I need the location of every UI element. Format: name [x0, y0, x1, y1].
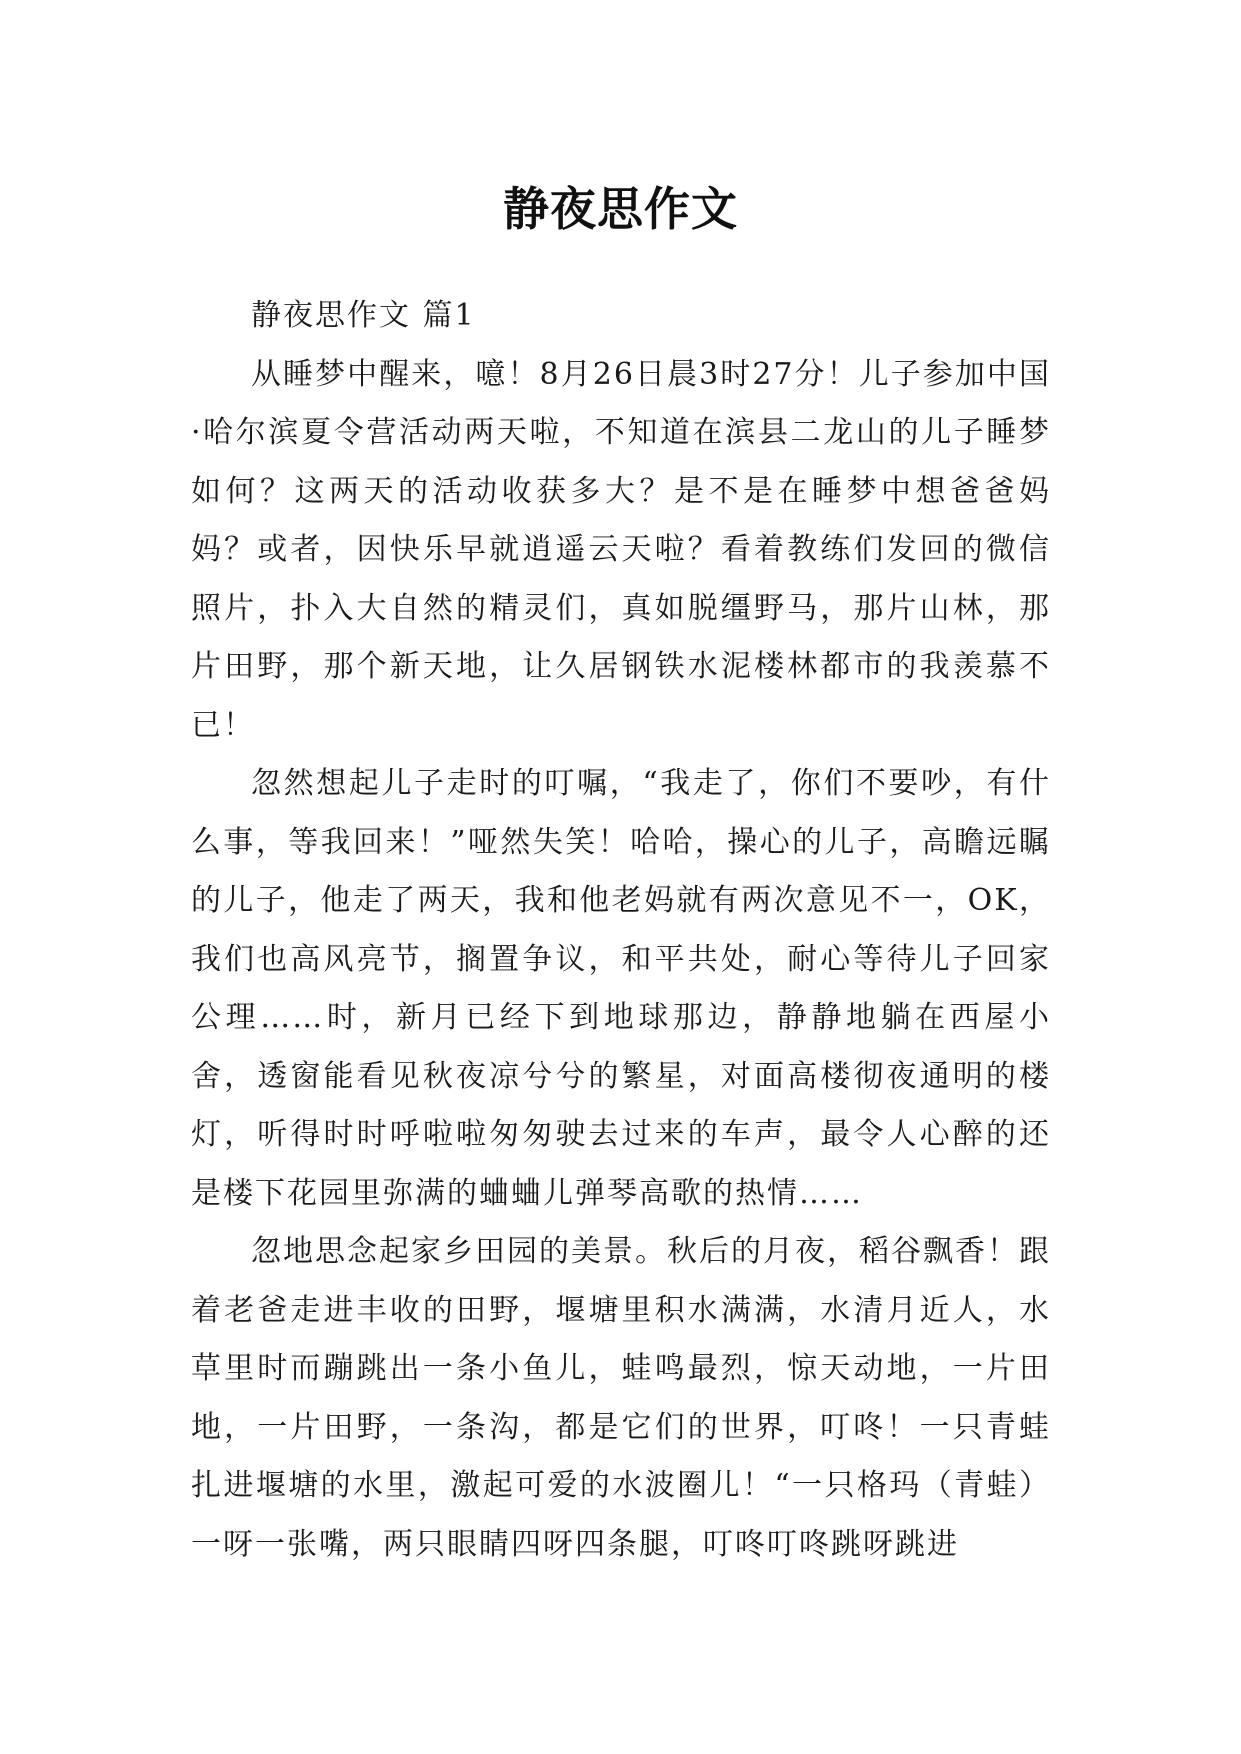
paragraph-2: 忽然想起儿子走时的叮嘱，“我走了，你们不要吵，有什么事，等我回来！”哑然失笑！哈哈，操心的儿子，高瞻远瞩的儿子，他走了两天，我和他老妈就有两次意见不一，OK，我们也高风亮节，搁置争议，和平共处，耐心等待儿子回家公理……时，新月已经下到地球那边，静静地躺在西屋小舍，透窗能看见秋夜凉兮兮的繁星，对面高楼彻夜通明的楼灯，听得时时呼啦啦匆匆驶去过来的车声，最令人心醉的还是楼下花园里弥满的蛐蛐儿弹琴高歌的热情……	[191, 766, 1051, 1211]
paragraph-1: 从睡梦中醒来，噫！8月26日晨3时27分！儿子参加中国·哈尔滨夏令营活动两天啦，不知道在滨县二龙山的儿子睡梦如何？这两天的活动收获多大？是不是在睡梦中想爸爸妈妈？或者，因快乐早就逍遥云天啦？看着教练们发回的微信照片，扑入大自然的精灵们，真如脱缰野马，那片山林，那片田野，那个新天地，让久居钢铁水泥楼林都市的我羡慕不已！	[191, 356, 1051, 743]
section-heading: 静夜思作文 篇1	[251, 298, 476, 333]
paragraph-3: 忽地思念起家乡田园的美景。秋后的月夜，稻谷飘香！跟着老爸走进丰收的田野，堰塘里积水满满，水清月近人，水草里时而蹦跳出一条小鱼儿，蛙鸣最烈，惊天动地，一片田地，一片田野，一条沟，都是它们的世界，叮咚！一只青蛙扎进堰塘的水里，激起可爱的水波圈儿！“一只格玛（青蛙）一呀一张嘴，两只眼睛四呀四条腿，叮咚叮咚跳呀跳进	[191, 1234, 1051, 1562]
document-body	[191, 287, 1051, 1574]
document-title: 静夜思作文	[503, 181, 738, 236]
